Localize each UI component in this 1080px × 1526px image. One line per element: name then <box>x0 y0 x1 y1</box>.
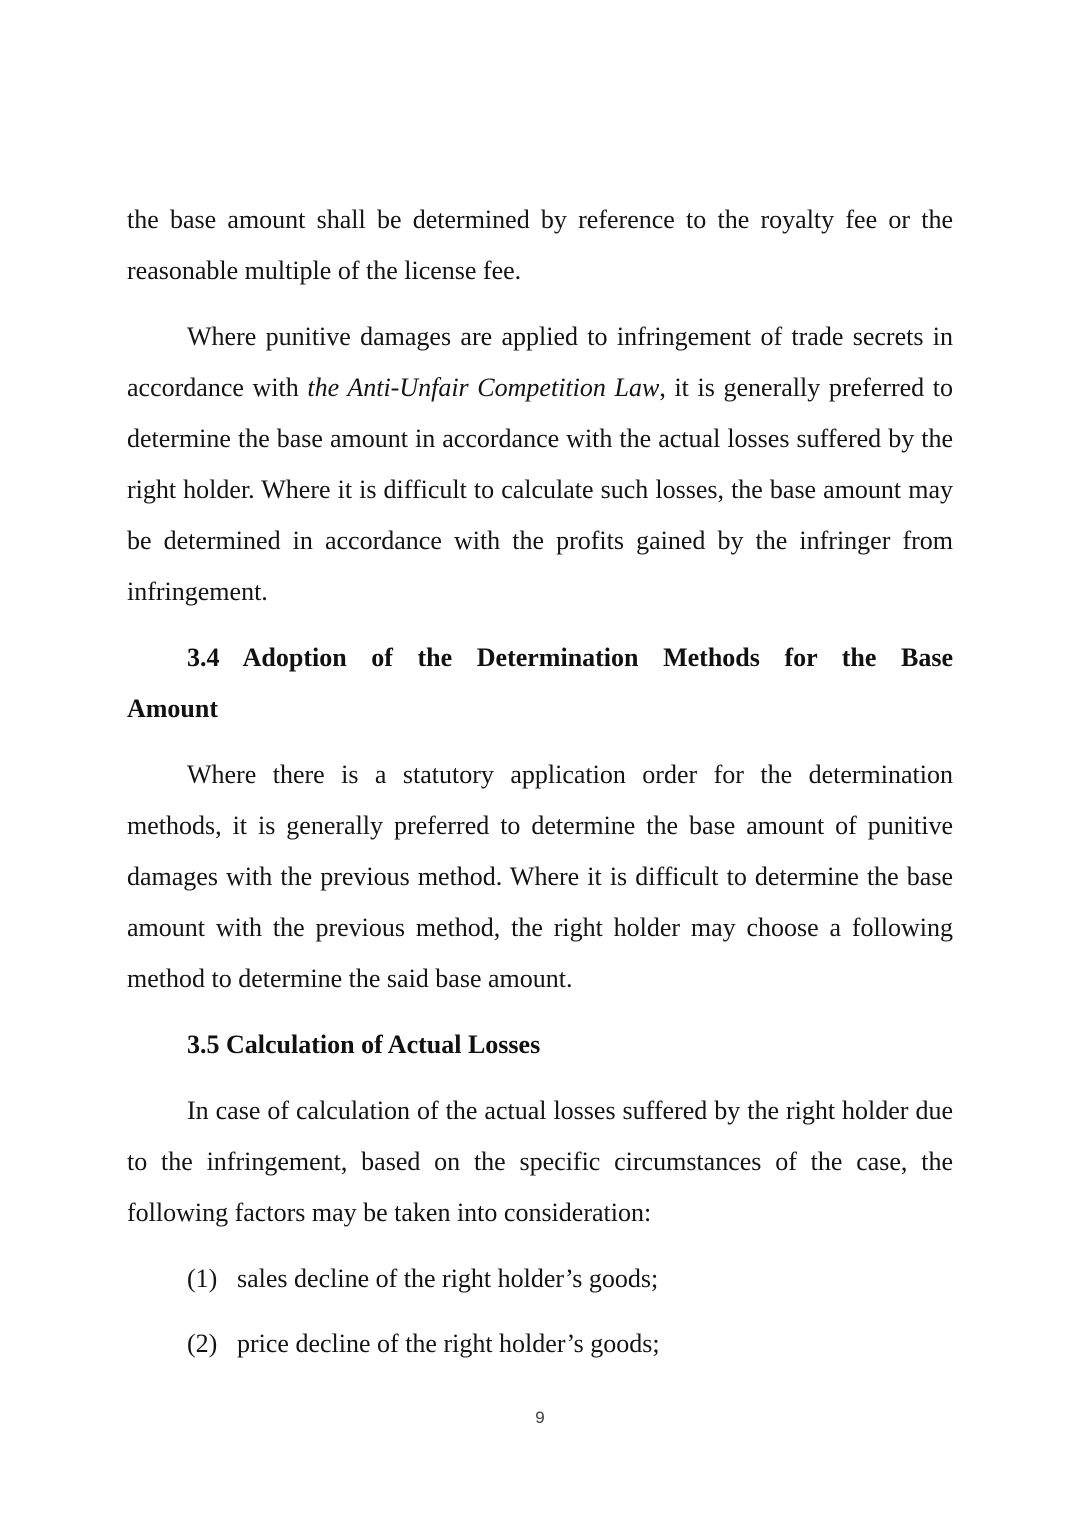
heading-3-4-line1: 3.4 Adoption of the Determination Methods for the Base <box>187 643 953 672</box>
law-title-italic: the Anti-Unfair Competition Law <box>307 373 660 402</box>
paragraph-royalty-fee-text: the base amount shall be determined by reference to the royalty fee or the reasonable multiple of the license fee. <box>127 205 953 285</box>
page-number: 9 <box>535 1408 545 1427</box>
heading-3-4-line2: Amount <box>127 694 219 723</box>
paragraph-text-before-law-title: Where punitive damages are applied to infringement of trade secrets in accordance with <box>127 322 953 402</box>
paragraph-statutory-application-order: Where there is a statutory application order for the determination methods, it is generally preferred to determine the base amount of punitive damages with the previous method. Where it is difficult to determine the base amount with the previous method, the right holder may choose a following method to determine the said base amount. <box>127 760 953 993</box>
list-item-1-text: sales decline of the right holder’s goods; <box>237 1264 659 1293</box>
list-item-1-number: (1) <box>187 1264 218 1293</box>
list-item-price-decline <box>187 1318 953 1369</box>
list-item-2-text: price decline of the right holder’s goods; <box>237 1329 660 1358</box>
heading-3-4-adoption-of-determination-methods <box>127 632 953 734</box>
paragraph-royalty-fee <box>127 194 953 296</box>
paragraph-text-after-law-title: , it is generally preferred to determine the base amount in accordance with the actual losses suffered by the right holder. Where it is difficult to calculate such losses, the base amount may be determined in accordance with the profits gained by the infringer from infringement. <box>127 373 953 606</box>
list-item-sales-decline <box>187 1253 953 1304</box>
heading-3-5-calculation-of-actual-losses: 3.5 Calculation of Actual Losses <box>187 1030 541 1059</box>
paragraph-punitive-damages-trade-secrets <box>127 311 953 617</box>
paragraph-calculation-of-actual-losses: In case of calculation of the actual losses suffered by the right holder due to the infringement, based on the specific circumstances of the case, the following factors may be taken into consideration: <box>127 1096 953 1227</box>
list-item-2-number: (2) <box>187 1329 218 1358</box>
